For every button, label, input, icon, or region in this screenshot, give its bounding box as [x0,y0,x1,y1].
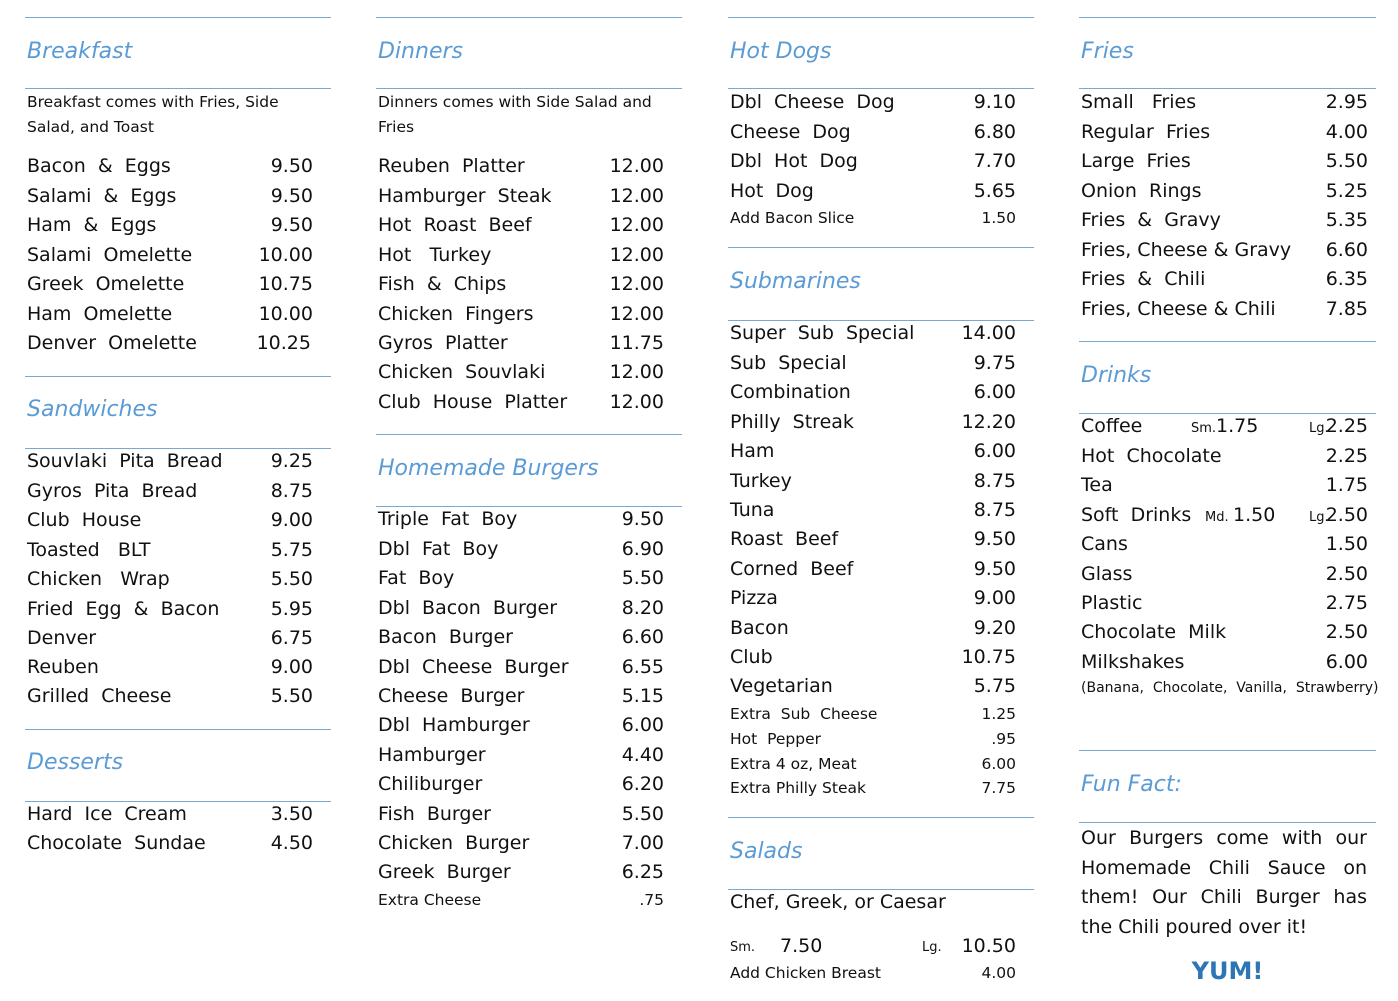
extra-name: Extra Philly Steak [730,779,866,797]
item-name: Soft Drinks [1081,504,1192,526]
divider [1079,17,1376,18]
menu-item [1081,533,1376,561]
item-price: 12.00 [609,244,664,266]
item-name: Combination [730,381,851,403]
size-label-small: Sm. [1191,421,1217,436]
item-name: Hard Ice Cream [27,803,187,825]
item-name: Gyros Platter [378,332,508,354]
item-name: Regular Fries [1081,121,1211,143]
menu-item [27,214,331,242]
menu-extra [730,705,1034,733]
menu-item [27,598,331,626]
item-name: Onion Rings [1081,180,1202,202]
item-name: Cheese Dog [730,121,851,143]
item-price: 7.85 [1325,298,1368,320]
section-title-dinners: Dinners [378,39,463,64]
price-medium: 1.50 [1233,504,1276,526]
menu-item [378,861,682,889]
extra-price: .95 [991,730,1016,748]
menu-item [1081,592,1376,620]
item-name: Chef, Greek, or Caesar [730,891,946,913]
item-price: 10.25 [256,332,311,354]
item-name: Reuben Platter [378,155,525,177]
section-title-breakfast: Breakfast [27,39,133,64]
item-price: 10.00 [258,303,313,325]
menu-extra [730,964,1034,992]
menu-item [27,509,331,537]
menu-item [378,273,682,301]
item-price: 11.75 [609,332,664,354]
divider [376,88,682,89]
item-name: Tea [1081,474,1113,496]
menu-item [378,803,682,831]
divider [728,17,1034,18]
yum-text: YUM! [1191,957,1264,985]
item-price: 8.75 [973,470,1016,492]
item-name: Hot Roast Beef [378,214,532,236]
item-name: Hot Chocolate [1081,445,1222,467]
extra-name: Add Bacon Slice [730,209,855,227]
menu-item [1081,121,1376,149]
item-price: 4.50 [270,832,313,854]
flavors-text: (Banana, Chocolate, Vanilla, Strawberry) [1081,680,1379,696]
item-price: 6.75 [270,627,313,649]
item-name: Cheese Burger [378,685,525,707]
item-price: 6.20 [621,773,664,795]
menu-item [378,538,682,566]
extra-name: Extra Sub Cheese [730,705,878,723]
item-name: Sub Special [730,352,847,374]
item-name: Salami & Eggs [27,185,177,207]
menu-item [378,214,682,242]
milkshake-flavors [1081,680,1379,708]
menu-item [27,656,331,684]
divider [1079,88,1376,89]
dinners-note: Dinners comes with Side Salad and Fries [378,93,652,136]
divider [1079,750,1376,751]
item-name: Dbl Fat Boy [378,538,499,560]
item-name: Fries, Cheese & Chili [1081,298,1276,320]
item-price: 2.50 [1325,621,1368,643]
menu-item [27,568,331,596]
size-label-large: Lg. [1309,510,1329,525]
item-price: 6.60 [621,626,664,648]
item-name: Turkey [730,470,792,492]
fun-fact-text: Our Burgers come with our Homemade Chili Sauce on them! Our Chili Burger has the Chili poured over it! [1081,827,1367,938]
item-name: Triple Fat Boy [378,508,518,530]
item-price: 9.50 [973,528,1016,550]
extra-name: Add Chicken Breast [730,964,881,982]
item-name: Corned Beef [730,558,854,580]
item-price: 5.50 [621,567,664,589]
item-price: 8.75 [270,480,313,502]
item-price: 6.00 [621,714,664,736]
item-price: 10.75 [961,646,1016,668]
menu-item [730,440,1034,468]
item-price: 14.00 [961,322,1016,344]
item-price: 5.50 [270,685,313,707]
item-price: 12.00 [609,361,664,383]
divider [728,320,1034,321]
menu-item [1081,445,1376,473]
menu-item [27,803,331,831]
item-price: 12.00 [609,391,664,413]
menu-item [378,303,682,331]
large-label: Lg. [922,940,942,955]
menu-item [378,744,682,772]
menu-item [27,244,331,272]
item-price: 9.20 [973,617,1016,639]
item-price: 8.20 [621,597,664,619]
menu-item [1081,563,1376,591]
item-name: Chicken Wrap [27,568,170,590]
large-price: 10.50 [961,935,1016,957]
item-name: Chocolate Milk [1081,621,1227,643]
menu-item [1081,621,1376,649]
menu-item [1081,91,1376,119]
menu-item [1081,474,1376,502]
item-name: Denver Omelette [27,332,197,354]
item-name: Chicken Burger [378,832,530,854]
item-price: 5.50 [1325,150,1368,172]
item-name: Souvlaki Pita Bread [27,450,223,472]
extra-name: Extra 4 oz, Meat [730,755,857,773]
divider [728,247,1034,248]
item-name: Cans [1081,533,1128,555]
menu-item [27,832,331,860]
menu-item [378,244,682,272]
item-price: 3.50 [270,803,313,825]
menu-item [1081,209,1376,237]
menu-item [378,332,682,360]
menu-item [730,587,1034,615]
item-price: 9.50 [270,214,313,236]
item-price: 10.75 [258,273,313,295]
menu-item [730,499,1034,527]
menu-item [27,303,331,331]
item-name: Vegetarian [730,675,833,697]
item-price: 5.95 [270,598,313,620]
item-price: 6.00 [973,440,1016,462]
item-name: Ham [730,440,775,462]
menu-item [27,539,331,567]
menu-item [1081,239,1376,267]
size-label-medium: Md. [1205,510,1229,525]
item-name: Gyros Pita Bread [27,480,198,502]
item-name: Glass [1081,563,1133,585]
menu-item [378,773,682,801]
divider [728,817,1034,818]
price-large: 2.50 [1325,504,1368,526]
item-name: Fries, Cheese & Gravy [1081,239,1292,261]
menu-item [1081,268,1376,296]
menu-item [730,150,1034,178]
item-price: 5.25 [1325,180,1368,202]
item-price: 6.00 [1325,651,1368,673]
item-price: 5.65 [973,180,1016,202]
divider [25,448,331,449]
menu-item [378,391,682,419]
item-name: Small Fries [1081,91,1197,113]
menu-item [1081,651,1376,679]
item-name: Denver [27,627,97,649]
menu-item [378,832,682,860]
item-name: Fat Boy [378,567,455,589]
item-name: Club House Platter [378,391,568,413]
extra-price: 1.50 [981,209,1016,227]
menu-item [730,352,1034,380]
item-name: Fries & Gravy [1081,209,1221,231]
item-name: Super Sub Special [730,322,915,344]
divider [376,506,682,507]
section-title-fun-fact: Fun Fact: [1081,772,1182,797]
item-price: 2.50 [1325,563,1368,585]
menu-item [27,450,331,478]
menu-item [730,411,1034,439]
item-name: Roast Beef [730,528,839,550]
menu-item [378,567,682,595]
item-price: 12.00 [609,214,664,236]
item-price: 6.55 [621,656,664,678]
item-name: Chocolate Sundae [27,832,206,854]
menu-extra [730,209,1034,237]
price-large: 2.25 [1325,415,1368,437]
item-name: Bacon Burger [378,626,513,648]
extra-price: 6.00 [981,755,1016,773]
divider [1079,341,1376,342]
item-name: Milkshakes [1081,651,1185,673]
item-name: Coffee [1081,415,1143,437]
item-name: Dbl Cheese Burger [378,656,569,678]
item-price: 2.25 [1325,445,1368,467]
item-price: 9.50 [621,508,664,530]
item-name: Tuna [730,499,775,521]
divider [376,434,682,435]
menu-item-coffee [1081,415,1376,443]
divider [728,88,1034,89]
item-name: Dbl Bacon Burger [378,597,558,619]
menu-item [730,646,1034,674]
menu-item [730,558,1034,586]
breakfast-note: Breakfast comes with Fries, Side Salad, and Toast [27,93,279,136]
divider [25,88,331,89]
section-title-homemade-burgers: Homemade Burgers [378,456,599,481]
item-name: Fish & Chips [378,273,507,295]
item-name: Large Fries [1081,150,1191,172]
section-title-fries: Fries [1081,39,1134,64]
item-price: 1.50 [1325,533,1368,555]
extra-price: .75 [639,891,664,909]
item-price: 5.75 [973,675,1016,697]
section-title-submarines: Submarines [730,269,861,294]
item-price: 9.00 [973,587,1016,609]
salad-choice [730,891,1034,919]
item-price: 6.80 [973,121,1016,143]
item-price: 1.75 [1325,474,1368,496]
extra-price: 4.00 [981,964,1016,982]
item-price: 9.75 [973,352,1016,374]
menu-extra [378,891,682,919]
divider [728,889,1034,890]
item-name: Plastic [1081,592,1143,614]
item-price: 8.75 [973,499,1016,521]
item-price: 5.50 [270,568,313,590]
menu-item [378,155,682,183]
item-price: 6.25 [621,861,664,883]
item-name: Dbl Hamburger [378,714,530,736]
item-price: 12.20 [961,411,1016,433]
item-price: 7.70 [973,150,1016,172]
menu-item [730,91,1034,119]
item-name: Fries & Chili [1081,268,1206,290]
item-price: 9.10 [973,91,1016,113]
item-price: 12.00 [609,303,664,325]
menu-item [1081,180,1376,208]
menu-item [27,155,331,183]
item-price: 4.00 [1325,121,1368,143]
item-price: 6.35 [1325,268,1368,290]
item-name: Pizza [730,587,778,609]
section-title-drinks: Drinks [1081,363,1152,388]
menu-item [730,381,1034,409]
item-name: Bacon [730,617,789,639]
menu-item [378,508,682,536]
item-name: Fried Egg & Bacon [27,598,220,620]
item-name: Fish Burger [378,803,491,825]
item-name: Dbl Hot Dog [730,150,858,172]
item-name: Club House [27,509,142,531]
item-name: Hot Turkey [378,244,492,266]
size-label-large: Lg. [1309,421,1329,436]
menu-item [378,685,682,713]
menu-item [378,597,682,625]
menu-item [378,361,682,389]
divider [1079,822,1376,823]
item-name: Hot Dog [730,180,814,202]
item-price: 10.00 [258,244,313,266]
price-small: 1.75 [1216,415,1259,437]
item-name: Salami Omelette [27,244,193,266]
divider [25,729,331,730]
item-price: 12.00 [609,155,664,177]
item-price: 5.35 [1325,209,1368,231]
menu-extra [730,730,1034,758]
item-name: Greek Omelette [27,273,185,295]
menu-item [730,675,1034,703]
item-price: 6.90 [621,538,664,560]
item-price: 6.00 [973,381,1016,403]
menu-item [730,617,1034,645]
salad-sizes [730,935,1034,963]
menu-item [730,180,1034,208]
item-price: 9.50 [270,155,313,177]
menu-item [378,185,682,213]
small-label: Sm. [730,940,756,955]
item-name: Chicken Fingers [378,303,534,325]
menu-item [730,322,1034,350]
item-price: 6.60 [1325,239,1368,261]
menu-item [730,121,1034,149]
item-name: Toasted BLT [27,539,151,561]
menu-item [1081,150,1376,178]
divider [25,376,331,377]
divider [25,801,331,802]
item-name: Hamburger [378,744,486,766]
item-price: 9.00 [270,656,313,678]
item-name: Dbl Cheese Dog [730,91,895,113]
section-title-hot-dogs: Hot Dogs [730,39,832,64]
item-name: Hamburger Steak [378,185,552,207]
extra-name: Hot Pepper [730,730,821,748]
item-price: 7.00 [621,832,664,854]
menu-item [378,626,682,654]
item-price: 2.75 [1325,592,1368,614]
divider [1079,413,1376,414]
item-price: 2.95 [1325,91,1368,113]
menu-item-soft-drinks [1081,504,1376,532]
item-price: 5.15 [621,685,664,707]
item-price: 9.00 [270,509,313,531]
item-name: Greek Burger [378,861,511,883]
menu-item [27,185,331,213]
item-name: Bacon & Eggs [27,155,171,177]
item-name: Reuben [27,656,99,678]
item-name: Club [730,646,773,668]
menu-item [730,470,1034,498]
item-name: Ham & Eggs [27,214,157,236]
menu-item [27,332,331,360]
section-title-desserts: Desserts [27,750,124,775]
item-price: 12.00 [609,185,664,207]
section-title-salads: Salads [730,839,803,864]
menu-item [27,685,331,713]
extra-name: Extra Cheese [378,891,482,909]
divider [376,17,682,18]
menu-item [27,480,331,508]
item-price: 9.50 [973,558,1016,580]
menu-item [730,528,1034,556]
item-price: 4.40 [621,744,664,766]
item-name: Chicken Souvlaki [378,361,546,383]
section-title-sandwiches: Sandwiches [27,397,158,422]
item-price: 12.00 [609,273,664,295]
menu-item [378,714,682,742]
menu-item [27,627,331,655]
menu-item [1081,298,1376,326]
item-name: Chiliburger [378,773,483,795]
item-name: Grilled Cheese [27,685,172,707]
item-price: 9.50 [270,185,313,207]
item-price: 9.25 [270,450,313,472]
menu-item [27,273,331,301]
item-price: 5.75 [270,539,313,561]
small-price: 7.50 [780,935,823,957]
extra-price: 7.75 [981,779,1016,797]
item-name: Philly Streak [730,411,854,433]
item-name: Ham Omelette [27,303,173,325]
menu-extra [730,779,1034,807]
extra-price: 1.25 [981,705,1016,723]
divider [25,17,331,18]
menu-item [378,656,682,684]
item-price: 5.50 [621,803,664,825]
